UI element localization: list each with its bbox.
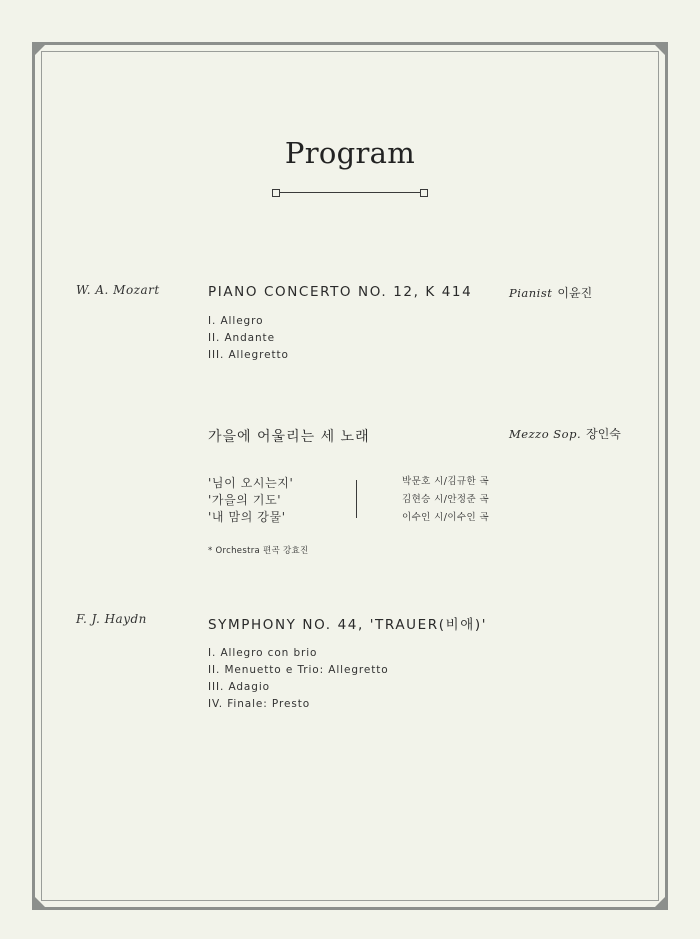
- performer-role: Pianist: [509, 286, 553, 300]
- performer-name: 장인숙: [586, 427, 621, 441]
- corner-ornament-top-left: [32, 42, 48, 58]
- credit-item: 박문호 시/김규한 곡: [402, 476, 490, 487]
- piece-title-haydn: SYMPHONY NO. 44, 'TRAUER(비애)': [208, 617, 488, 633]
- divider-square-left: [272, 189, 280, 197]
- piece-title-mozart: PIANO CONCERTO NO. 12, K 414: [208, 284, 473, 300]
- composer-mozart: W. A. Mozart: [76, 283, 160, 297]
- song-credits: [402, 473, 489, 527]
- corner-ornament-top-right: [652, 42, 668, 58]
- credit-item: 이수인 시/이수인 곡: [402, 512, 490, 523]
- songs-divider-line: [356, 480, 357, 518]
- orchestration-note: * Orchestra 편곡 강효진: [208, 546, 309, 556]
- song-item: '내 맘의 강물': [208, 510, 286, 524]
- movement-item: III. Allegretto: [208, 349, 289, 361]
- performer-mezzo: [509, 425, 621, 442]
- song-item: '가을의 기도': [208, 493, 282, 507]
- performer-pianist: [509, 284, 592, 301]
- performer-role: Mezzo Sop.: [509, 427, 582, 441]
- composer-haydn: F. J. Haydn: [76, 612, 147, 626]
- frame-inner-line: [41, 51, 659, 901]
- movement-list-mozart: [208, 313, 289, 364]
- movement-item: I. Allegro con brio: [208, 647, 318, 659]
- movement-item: I. Allegro: [208, 315, 264, 327]
- divider-square-right: [420, 189, 428, 197]
- page-title: Program: [284, 136, 416, 170]
- corner-ornament-bottom-left: [32, 894, 48, 910]
- title-divider-ornament: [272, 188, 428, 198]
- song-item: '님이 오시는지': [208, 476, 294, 490]
- movement-list-haydn: [208, 645, 389, 713]
- frame-inner: [35, 45, 665, 907]
- performer-name: 이윤진: [557, 286, 593, 300]
- corner-ornament-bottom-right: [652, 894, 668, 910]
- movement-item: IV. Finale: Presto: [208, 698, 311, 710]
- movement-item: II. Andante: [208, 332, 275, 344]
- decorative-frame: [32, 42, 668, 910]
- movement-item: III. Adagio: [208, 681, 270, 693]
- credit-item: 김현승 시/안정준 곡: [402, 494, 490, 505]
- movement-item: II. Menuetto e Trio: Allegretto: [208, 664, 389, 676]
- piece-title-songs: 가을에 어울리는 세 노래: [208, 429, 370, 445]
- song-list: [208, 475, 293, 526]
- divider-line: [279, 192, 421, 193]
